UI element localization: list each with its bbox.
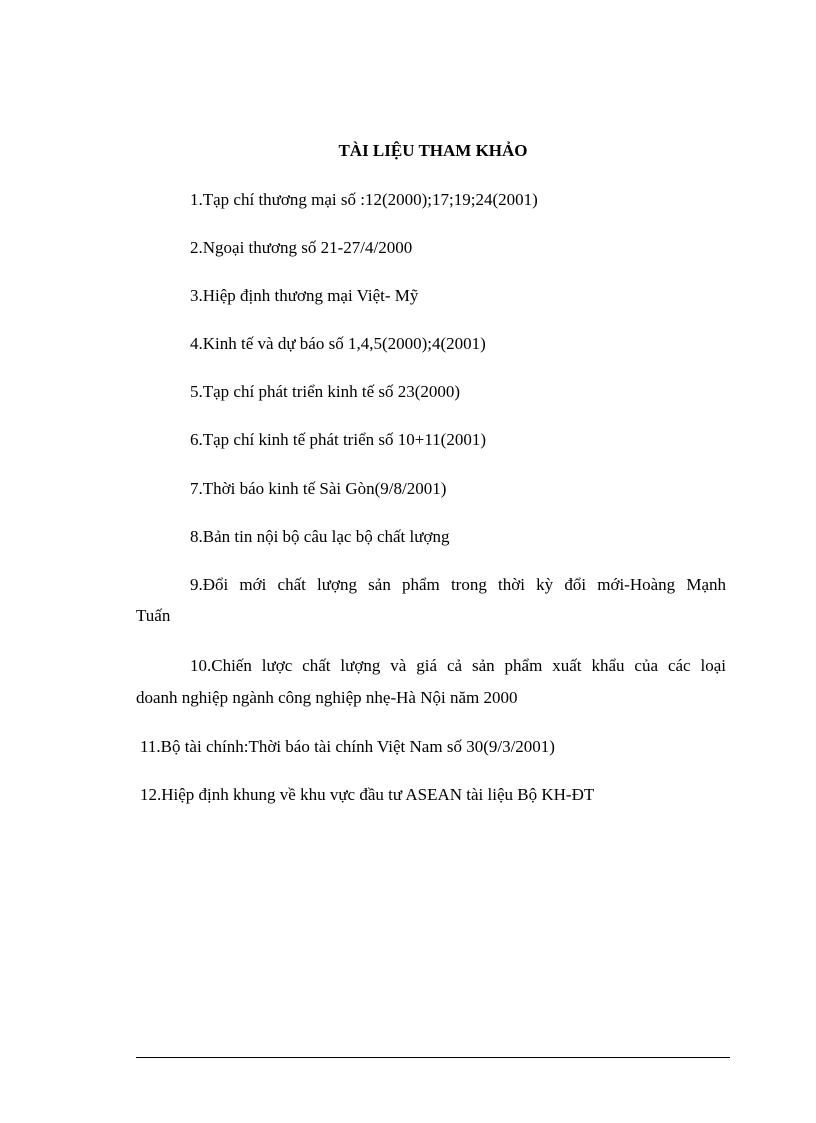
reference-item-10-line-1: 10.Chiến lược chất lượng và giá cả sản phẩm xuất khẩu của các loại bbox=[190, 656, 726, 675]
reference-item-7: 7.Thời báo kinh tế Sài Gòn(9/8/2001) bbox=[190, 479, 447, 498]
reference-item-4: 4.Kinh tế và dự báo số 1,4,5(2000);4(2001) bbox=[190, 334, 486, 353]
reference-item-10-line-2: doanh nghiệp ngành công nghiệp nhẹ-Hà Nội năm 2000 bbox=[136, 688, 518, 707]
reference-item-11: 11.Bộ tài chính:Thời báo tài chính Việt Nam số 30(9/3/2001) bbox=[140, 737, 555, 756]
reference-item-6: 6.Tạp chí kinh tế phát triển số 10+11(2001) bbox=[190, 430, 487, 449]
reference-item-1: 1.Tạp chí thương mại số :12(2000);17;19;24(2001) bbox=[190, 190, 538, 209]
page-title: TÀI LIỆU THAM KHẢO bbox=[338, 141, 528, 160]
reference-item-12: 12.Hiệp định khung về khu vực đầu tư ASEAN tài liệu Bộ KH-ĐT bbox=[140, 785, 595, 804]
reference-item-2: 2.Ngoại thương số 21-27/4/2000 bbox=[190, 238, 413, 257]
reference-item-3: 3.Hiệp định thương mại Việt- Mỹ bbox=[190, 286, 419, 305]
reference-item-9-line-2: Tuấn bbox=[136, 606, 171, 625]
reference-item-5: 5.Tạp chí phát triển kinh tế số 23(2000) bbox=[190, 382, 461, 401]
reference-item-9-line-1: 9.Đổi mới chất lượng sản phẩm trong thời kỳ đổi mới-Hoàng Mạnh bbox=[190, 575, 726, 594]
footer-divider bbox=[136, 1057, 730, 1058]
reference-item-8: 8.Bản tin nội bộ câu lạc bộ chất lượng bbox=[190, 527, 450, 546]
